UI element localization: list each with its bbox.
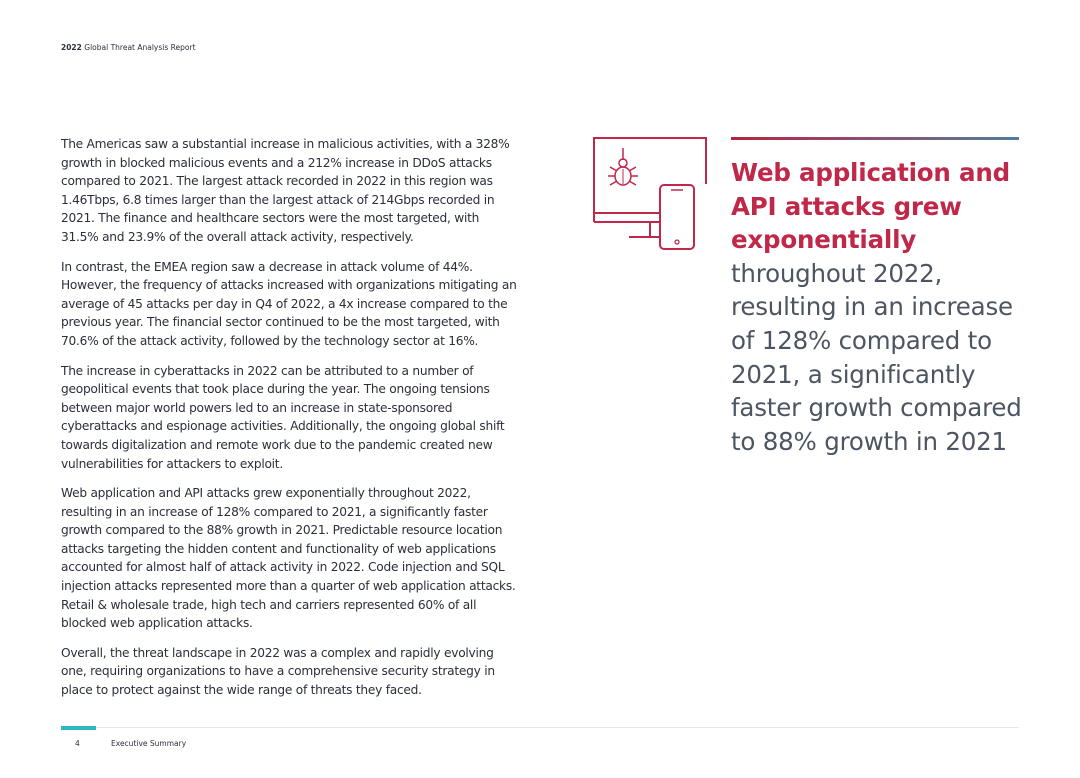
paragraph: Overall, the threat landscape in 2022 was a complex and rapidly evolving one, requiring organizations to have a comprehensive security strategy in place to protect against the wide range of threats they faced. — [61, 645, 495, 698]
footer-divider — [61, 727, 1019, 728]
paragraph: The increase in cyberattacks in 2022 can be attributed to a number of geopolitical events that took place during the year. The ongoing tensions between major world powers led to an increase in state-sponsored cyberattacks and espionage activities. Additionally, the ongoing global shift towards digitalization and remote work due to the pandemic created new vulnerabilities for attackers to exploit. — [61, 363, 505, 471]
paragraph: Web application and API attacks grew exponentially throughout 2022, resulting in an increase of 128% compared to 2021, a significantly faster growth compared to the 88% growth in 2021. Predictable resource location attacks targeting the hidden content and functionality of web applications accounted for almost half of attack activity in 2022. Code injection and SQL injection attacks represented more than a quarter of web application attacks. Retail & wholesale trade, high tech and carriers represented 60% of all blocked web application attacks. — [61, 486, 516, 631]
monitor-phone-bug-icon — [591, 136, 709, 252]
footer-section-name: Executive Summary — [111, 739, 187, 748]
page-number: 4 — [75, 739, 80, 748]
footer-accent-bar — [61, 726, 96, 730]
report-header — [61, 43, 196, 52]
report-title: Global Threat Analysis Report — [84, 43, 196, 52]
report-year: 2022 — [61, 43, 82, 52]
paragraph: The Americas saw a substantial increase in malicious activities, with a 328% growth in blocked malicious events and a 212% increase in DDoS attacks compared to 2021. The largest attack recorded in 2022 in this region was 1.46Tbps, 6.8 times larger than the largest attack of 214Gbps recorded in 2021. The finance and healthcare sectors were the most targeted, with 31.5% and 23.9% of the overall attack activity, respectively. — [61, 137, 510, 244]
body-text — [61, 135, 519, 711]
pull-quote-emphasis: Web application and API attacks grew exponentially — [731, 158, 1010, 255]
paragraph: In contrast, the EMEA region saw a decrease in attack volume of 44%. However, the frequency of attacks increased with organizations mitigating an average of 45 attacks per day in Q4 of 2022, a 4x increase compared to the previous year. The financial sector continued to be the most targeted, with 70.6% of the attack activity, followed by the technology sector at 16%. — [61, 259, 517, 348]
callout-divider — [731, 137, 1019, 140]
pull-quote-text: throughout 2022, resulting in an increase of 128% compared to 2021, a significantly faster growth compared to 88% growth in 2021 — [731, 258, 1022, 456]
pull-quote — [731, 156, 1031, 458]
